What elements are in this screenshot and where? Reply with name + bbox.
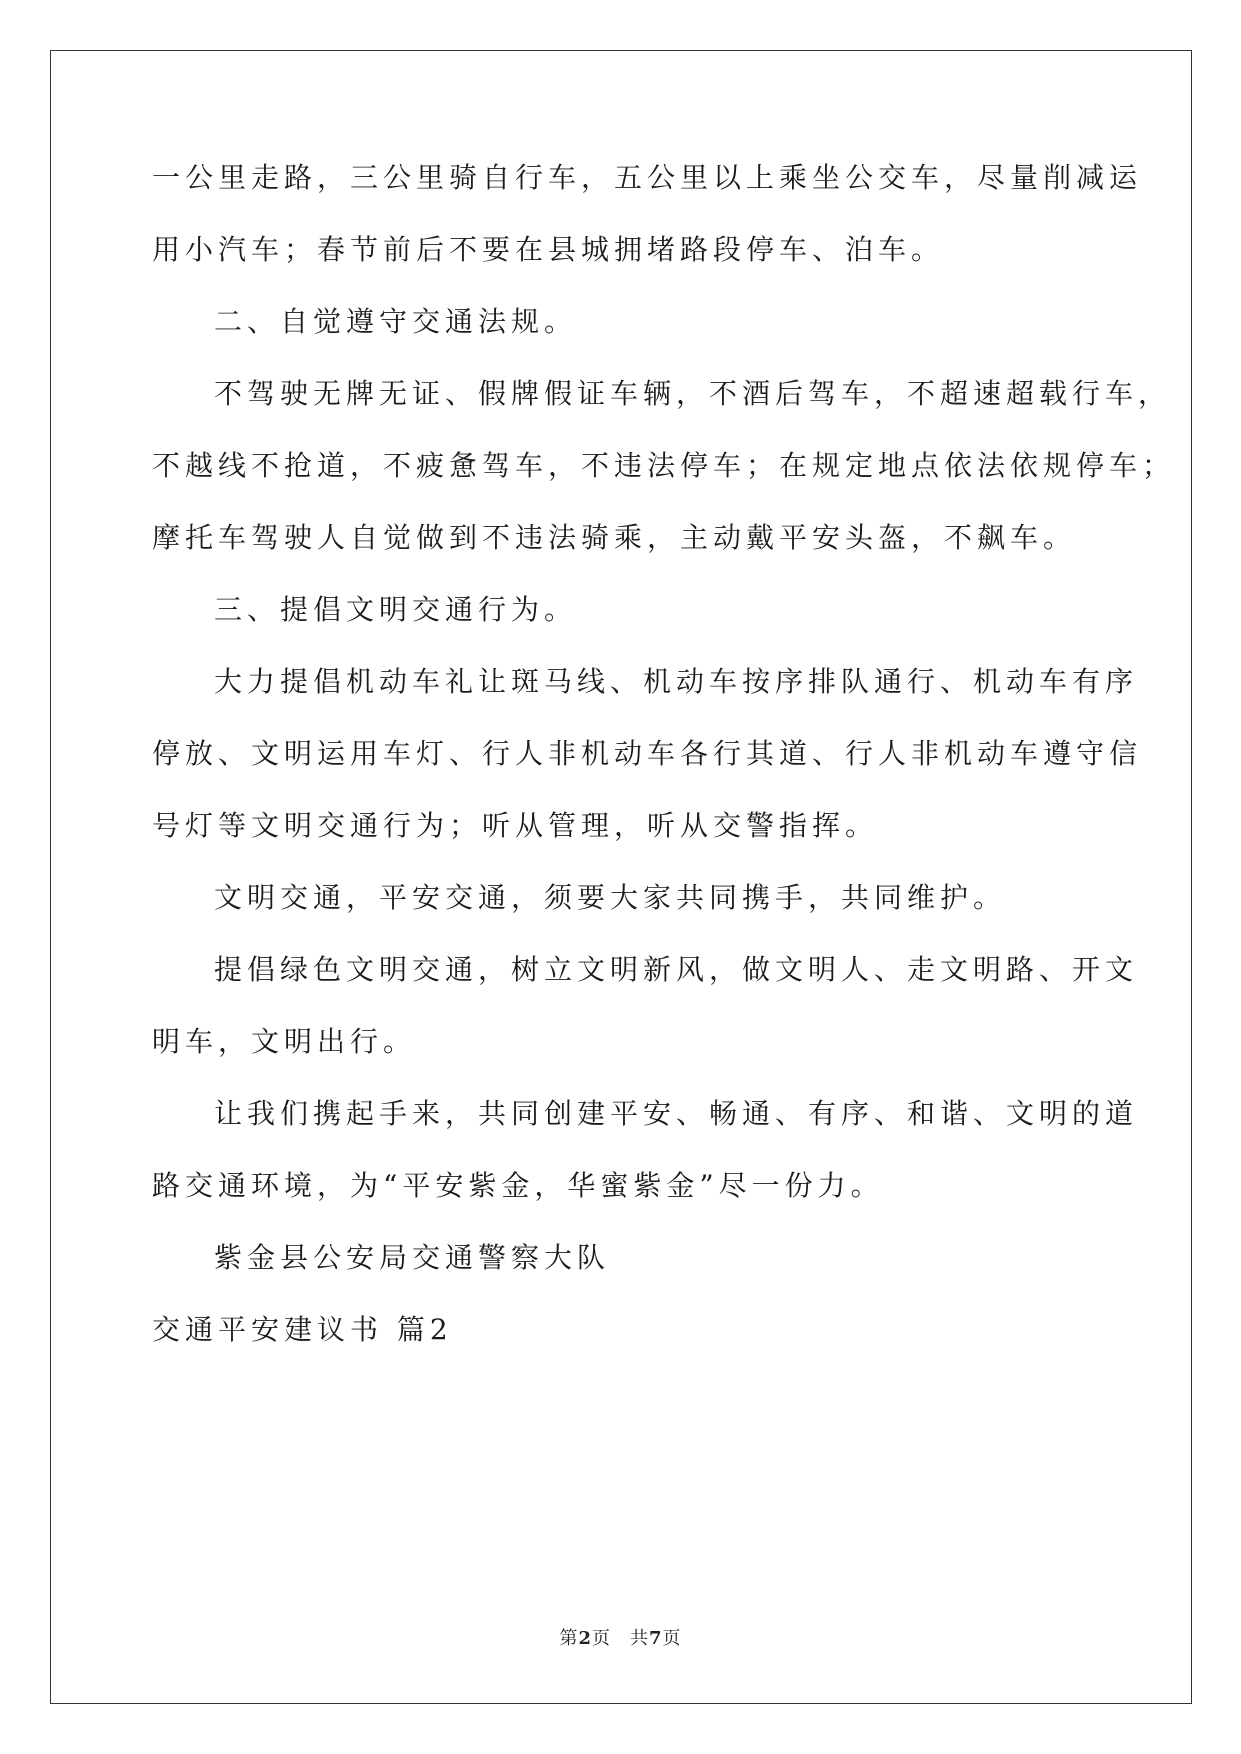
body-line: 提倡绿色文明交通，树立文明新风，做文明人、走文明路、开文 [214,953,1139,986]
footer-total-pages: 7 [649,1628,663,1649]
page-footer [0,1624,1241,1650]
body-line: 文明交通，平安交通，须要大家共同携手，共同维护。 [214,881,1007,914]
body-line: 不越线不抢道，不疲惫驾车，不违法停车；在规定地点依法依规停车； [152,449,1176,482]
section-heading: 三、提倡文明交通行为。 [214,593,578,626]
body-line: 让我们携起手来，共同创建平安、畅通、有序、和谐、文明的道 [214,1097,1139,1130]
body-line: 摩托车驾驶人自觉做到不违法骑乘，主动戴平安头盔，不飙车。 [152,521,1077,554]
body-line: 大力提倡机动车礼让斑马线、机动车按序排队通行、机动车有序 [214,665,1139,698]
body-line: 用小汽车；春节前后不要在县城拥堵路段停车、泊车。 [152,233,945,266]
footer-prefix: 第 [559,1628,579,1649]
section-heading: 二、自觉遵守交通法规。 [214,305,578,338]
body-line: 明车，文明出行。 [152,1025,417,1058]
footer-page-number: 2 [578,1628,592,1649]
footer-suffix: 页 [662,1628,682,1649]
next-article-title: 交通平安建议书 篇2 [152,1313,453,1346]
body-line: 号灯等文明交通行为；听从管理，听从交警指挥。 [152,809,879,842]
footer-mid: 页 共 [592,1628,649,1649]
body-line: 一公里走路，三公里骑自行车，五公里以上乘坐公交车，尽量削减运 [152,161,1143,194]
body-line: 不驾驶无牌无证、假牌假证车辆，不酒后驾车，不超速超载行车， [214,377,1172,410]
body-line: 停放、文明运用车灯、行人非机动车各行其道、行人非机动车遵守信 [152,737,1143,770]
page-border [50,50,1192,1704]
signature-line: 紫金县公安局交通警察大队 [214,1241,611,1274]
body-line: 路交通环境，为“平安紫金，华蜜紫金”尽一份力。 [152,1169,884,1202]
